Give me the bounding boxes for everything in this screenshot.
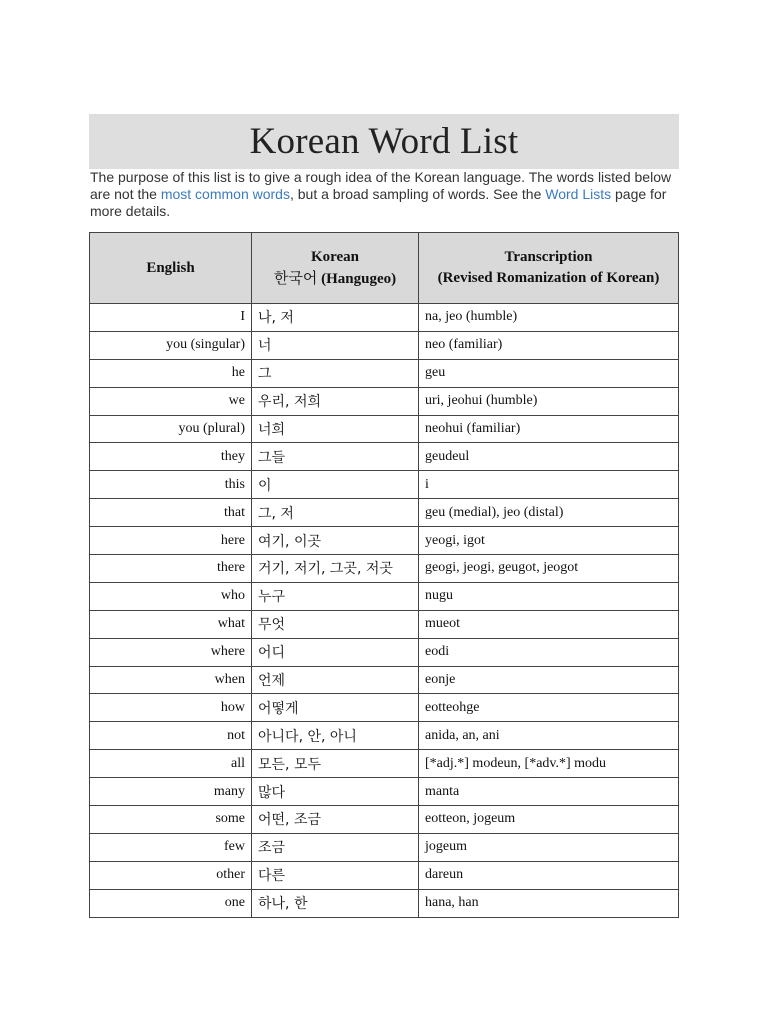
korean-cell: 어디 [252, 638, 419, 666]
transcription-cell: mueot [419, 610, 679, 638]
table-row [90, 304, 679, 332]
transcription-cell: eotteon, jogeum [419, 806, 679, 834]
korean-cell: 무엇 [252, 610, 419, 638]
title-bar [89, 114, 679, 169]
english-cell: how [90, 694, 252, 722]
table-row [90, 750, 679, 778]
table-row [90, 806, 679, 834]
table-row [90, 833, 679, 861]
english-cell: you (singular) [90, 331, 252, 359]
english-cell: this [90, 471, 252, 499]
english-cell: they [90, 443, 252, 471]
korean-cell: 모든, 모두 [252, 750, 419, 778]
intro-paragraph [90, 169, 680, 220]
transcription-cell: geu [419, 359, 679, 387]
table-row [90, 387, 679, 415]
english-cell: when [90, 666, 252, 694]
table-row [90, 555, 679, 583]
korean-cell: 그, 저 [252, 499, 419, 527]
intro-text-2: , but a broad sampling of words. See the [289, 186, 546, 202]
transcription-cell: dareun [419, 861, 679, 889]
korean-cell: 거기, 저기, 그곳, 저곳 [252, 555, 419, 583]
english-cell: I [90, 304, 252, 332]
transcription-cell: yeogi, igot [419, 527, 679, 555]
english-cell: that [90, 499, 252, 527]
header-transcription [419, 233, 679, 304]
korean-cell: 어떤, 조금 [252, 806, 419, 834]
header-korean-romanized: (Hangugeo) [321, 270, 397, 287]
transcription-cell: i [419, 471, 679, 499]
english-cell: here [90, 527, 252, 555]
korean-cell: 우리, 저희 [252, 387, 419, 415]
english-cell: one [90, 889, 252, 917]
transcription-cell: anida, an, ani [419, 722, 679, 750]
korean-cell: 조금 [252, 833, 419, 861]
header-korean [252, 233, 419, 304]
transcription-cell: neohui (familiar) [419, 415, 679, 443]
intro-text-1: The purpose of this list is to give a rough idea of the Korean language. The words listed below are not the [90, 169, 672, 202]
korean-cell: 나, 저 [252, 304, 419, 332]
table-row [90, 582, 679, 610]
korean-cell: 그들 [252, 443, 419, 471]
table-row [90, 638, 679, 666]
english-cell: you (plural) [90, 415, 252, 443]
english-cell: who [90, 582, 252, 610]
korean-cell: 이 [252, 471, 419, 499]
english-cell: not [90, 722, 252, 750]
transcription-cell: geogi, jeogi, geugot, jeogot [419, 555, 679, 583]
table-row [90, 861, 679, 889]
transcription-cell: geudeul [419, 443, 679, 471]
english-cell: many [90, 778, 252, 806]
english-cell: what [90, 610, 252, 638]
page-title: Korean Word List [249, 121, 519, 162]
korean-cell: 어떻게 [252, 694, 419, 722]
transcription-cell: manta [419, 778, 679, 806]
header-transcription-line2: (Revised Romanization of Korean) [437, 270, 660, 286]
english-cell: other [90, 861, 252, 889]
table-row [90, 415, 679, 443]
word-rows [90, 304, 679, 918]
english-cell: he [90, 359, 252, 387]
transcription-cell: geu (medial), jeo (distal) [419, 499, 679, 527]
english-cell: where [90, 638, 252, 666]
english-cell: some [90, 806, 252, 834]
english-cell: few [90, 833, 252, 861]
korean-cell: 다른 [252, 861, 419, 889]
transcription-cell: eodi [419, 638, 679, 666]
table-row [90, 889, 679, 917]
transcription-cell: nugu [419, 582, 679, 610]
header-transcription-line1: Transcription [504, 249, 593, 265]
english-cell: all [90, 750, 252, 778]
korean-cell: 누구 [252, 582, 419, 610]
korean-cell: 아니다, 안, 아니 [252, 722, 419, 750]
word-lists-link[interactable]: Word Lists [545, 186, 612, 202]
table-row [90, 610, 679, 638]
transcription-cell: eotteohge [419, 694, 679, 722]
korean-cell: 언제 [252, 666, 419, 694]
transcription-cell: na, jeo (humble) [419, 304, 679, 332]
table-row [90, 499, 679, 527]
transcription-cell: hana, han [419, 889, 679, 917]
table-row [90, 778, 679, 806]
header-english: English [90, 233, 252, 304]
korean-cell: 그 [252, 359, 419, 387]
table-header-row [90, 233, 679, 304]
table-row [90, 359, 679, 387]
transcription-cell: neo (familiar) [419, 331, 679, 359]
korean-cell: 많다 [252, 778, 419, 806]
transcription-cell: uri, jeohui (humble) [419, 387, 679, 415]
table-row [90, 471, 679, 499]
english-cell: there [90, 555, 252, 583]
english-cell: we [90, 387, 252, 415]
header-korean-hangul: 한국어 [273, 268, 318, 287]
transcription-cell: [*adj.*] modeun, [*adv.*] modu [419, 750, 679, 778]
most-common-words-link[interactable]: most common words [160, 186, 290, 202]
word-table [89, 232, 679, 918]
korean-cell: 여기, 이곳 [252, 527, 419, 555]
table-row [90, 527, 679, 555]
korean-cell: 하나, 한 [252, 889, 419, 917]
intro-text-3: page for more details. [90, 186, 667, 219]
transcription-cell: eonje [419, 666, 679, 694]
table-row [90, 666, 679, 694]
korean-cell: 너 [252, 331, 419, 359]
korean-cell: 너희 [252, 415, 419, 443]
header-korean-line1: Korean [310, 248, 360, 265]
table-row [90, 331, 679, 359]
table-row [90, 694, 679, 722]
table-row [90, 443, 679, 471]
transcription-cell: jogeum [419, 833, 679, 861]
table-row [90, 722, 679, 750]
